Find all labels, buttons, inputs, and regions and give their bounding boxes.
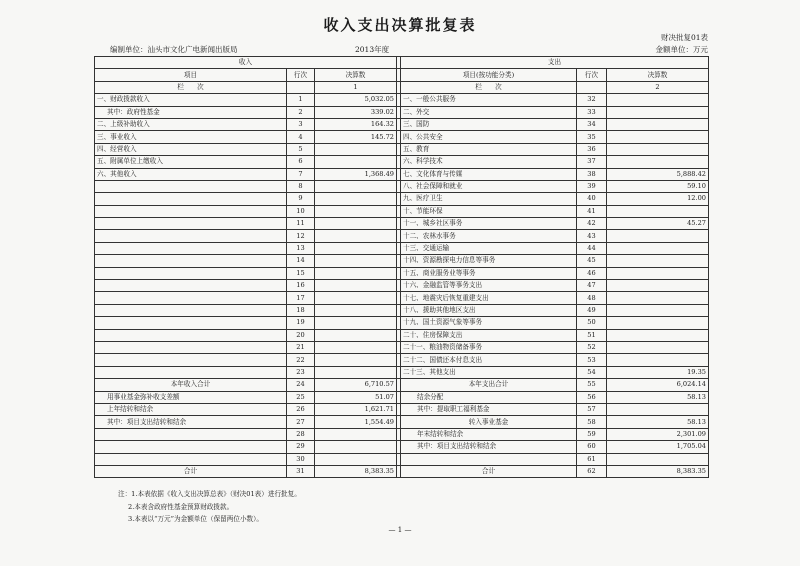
income-item [95, 180, 287, 192]
table-row [95, 230, 709, 242]
income-row-number: 9 [287, 193, 315, 205]
expense-item: 十六、金融监管等事务支出 [401, 280, 577, 292]
expense-row-number: 34 [577, 118, 607, 130]
income-item: 五、附属单位上缴收入 [95, 156, 287, 168]
income-row-number: 31 [287, 465, 315, 477]
expense-amount: 59.10 [607, 180, 709, 192]
income-amount: 1,368.49 [315, 168, 397, 180]
expense-row-number: 32 [577, 94, 607, 106]
income-row-number: 24 [287, 379, 315, 391]
expense-amount: 12.00 [607, 193, 709, 205]
org-name: 编制单位：汕头市文化广电新闻出版局 [110, 45, 238, 54]
expense-item: 转入事业基金 [401, 416, 577, 428]
table-row [95, 94, 709, 106]
expense-header: 支出 [401, 57, 709, 69]
income-amount: 5,032.05 [315, 94, 397, 106]
expense-row-number: 62 [577, 465, 607, 477]
expense-amount [607, 329, 709, 341]
income-item [95, 242, 287, 254]
expense-rowno-header: 行次 [577, 69, 607, 81]
expense-item: 二十二、国债还本付息支出 [401, 354, 577, 366]
expense-item: 十七、地震灾后恢复重建支出 [401, 292, 577, 304]
income-item: 上年结转和结余 [95, 403, 287, 415]
expense-row-number: 35 [577, 131, 607, 143]
expense-row-number: 46 [577, 267, 607, 279]
expense-item: 二十三、其他支出 [401, 366, 577, 378]
income-item: 本年收入合计 [95, 379, 287, 391]
table-row [95, 317, 709, 329]
income-amount [315, 317, 397, 329]
income-item [95, 292, 287, 304]
income-item [95, 453, 287, 465]
income-item [95, 317, 287, 329]
income-row-number: 17 [287, 292, 315, 304]
expense-item: 十八、援助其他地区支出 [401, 304, 577, 316]
income-item [95, 329, 287, 341]
income-row-number: 23 [287, 366, 315, 378]
table-row [95, 391, 709, 403]
expense-item: 十一、城乡社区事务 [401, 218, 577, 230]
income-item: 一、财政拨款收入 [95, 94, 287, 106]
table-row [95, 465, 709, 477]
expense-amount [607, 304, 709, 316]
income-row-number: 4 [287, 131, 315, 143]
income-row-number: 10 [287, 205, 315, 217]
income-amount [315, 193, 397, 205]
expense-item: 十二、农林水事务 [401, 230, 577, 242]
expense-column-label: 栏 次 [401, 81, 577, 93]
expense-amount [607, 230, 709, 242]
income-row-number: 22 [287, 354, 315, 366]
expense-row-number: 47 [577, 280, 607, 292]
income-row-number: 20 [287, 329, 315, 341]
income-amount: 164.32 [315, 118, 397, 130]
table-row [95, 205, 709, 217]
income-amount [315, 156, 397, 168]
income-item [95, 428, 287, 440]
expense-item: 二十、住房保障支出 [401, 329, 577, 341]
income-row-number: 8 [287, 180, 315, 192]
income-row-number: 16 [287, 280, 315, 292]
income-amount [315, 354, 397, 366]
expense-row-number: 56 [577, 391, 607, 403]
income-item [95, 218, 287, 230]
income-amount [315, 255, 397, 267]
income-row-number: 6 [287, 156, 315, 168]
income-item [95, 205, 287, 217]
income-amount: 1,554.49 [315, 416, 397, 428]
expense-item-header: 项目(按功能分类) [401, 69, 577, 81]
income-row-number: 7 [287, 168, 315, 180]
expense-item: 二十一、粮油物资储备事务 [401, 341, 577, 353]
expense-row-number: 53 [577, 354, 607, 366]
expense-row-number: 39 [577, 180, 607, 192]
income-item [95, 280, 287, 292]
income-item: 用事业基金弥补收支差额 [95, 391, 287, 403]
table-row [95, 267, 709, 279]
income-row-number: 19 [287, 317, 315, 329]
income-row-number: 2 [287, 106, 315, 118]
amount-unit: 金额单位：万元 [655, 45, 708, 54]
expense-amount: 1,705.04 [607, 441, 709, 453]
page-title: 收入支出决算批复表 [323, 16, 477, 34]
expense-item: 合计 [401, 465, 577, 477]
income-amount [315, 366, 397, 378]
expense-row-number: 43 [577, 230, 607, 242]
expense-amount: 19.35 [607, 366, 709, 378]
income-amount [315, 143, 397, 155]
income-row-number: 15 [287, 267, 315, 279]
expense-item: 三、国防 [401, 118, 577, 130]
expense-row-number: 51 [577, 329, 607, 341]
expense-item: 其中：提取职工福利基金 [401, 403, 577, 415]
income-item [95, 267, 287, 279]
income-amount [315, 242, 397, 254]
income-row-number: 25 [287, 391, 315, 403]
table-row [95, 304, 709, 316]
expense-item: 结余分配 [401, 391, 577, 403]
income-amount [315, 267, 397, 279]
income-header: 收入 [95, 57, 397, 69]
table-row [95, 428, 709, 440]
income-amount [315, 205, 397, 217]
expense-amount [607, 341, 709, 353]
expense-row-number: 42 [577, 218, 607, 230]
income-amount [315, 304, 397, 316]
expense-item: 八、社会保障和就业 [401, 180, 577, 192]
table-row [95, 453, 709, 465]
table-row [95, 180, 709, 192]
table-row [95, 218, 709, 230]
table-row [95, 118, 709, 130]
expense-amount: 2,301.09 [607, 428, 709, 440]
income-amount [315, 441, 397, 453]
expense-column-number: 2 [607, 81, 709, 93]
expense-row-number: 41 [577, 205, 607, 217]
expense-item: 九、医疗卫生 [401, 193, 577, 205]
expense-amount [607, 354, 709, 366]
table-row [95, 379, 709, 391]
income-item: 四、经营收入 [95, 143, 287, 155]
income-item [95, 230, 287, 242]
table-row [95, 143, 709, 155]
expense-item: 一、一般公共服务 [401, 94, 577, 106]
expense-item: 五、教育 [401, 143, 577, 155]
form-number: 财决批复01表 [660, 33, 708, 42]
expense-row-number: 45 [577, 255, 607, 267]
income-amount [315, 218, 397, 230]
expense-row-number: 58 [577, 416, 607, 428]
expense-item: 十三、交通运输 [401, 242, 577, 254]
expense-item: 十九、国土资源气象等事务 [401, 317, 577, 329]
income-row-number: 28 [287, 428, 315, 440]
expense-amount: 58.13 [607, 416, 709, 428]
expense-amount [607, 143, 709, 155]
income-item [95, 441, 287, 453]
income-column-number: 1 [315, 81, 397, 93]
expense-amount [607, 317, 709, 329]
table-row [95, 168, 709, 180]
income-amount-header: 决算数 [315, 69, 397, 81]
expense-amount [607, 267, 709, 279]
income-row-number: 21 [287, 341, 315, 353]
income-item [95, 255, 287, 267]
income-amount: 8,383.35 [315, 465, 397, 477]
expense-item [401, 453, 577, 465]
expense-amount: 5,888.42 [607, 168, 709, 180]
expense-amount [607, 292, 709, 304]
income-amount [315, 329, 397, 341]
expense-row-number: 44 [577, 242, 607, 254]
table-row [95, 242, 709, 254]
expense-item: 七、文化体育与传媒 [401, 168, 577, 180]
income-item [95, 341, 287, 353]
footnote: 注：1.本表依据《收入支出决算总表》（财决01表）进行批复。 [118, 490, 301, 498]
table-row [95, 255, 709, 267]
expense-row-number: 38 [577, 168, 607, 180]
footnote: 3.本表以“万元”为金额单位（保留两位小数）。 [128, 515, 264, 523]
expense-item: 其中：项目支出结转和结余 [401, 441, 577, 453]
income-row-number: 11 [287, 218, 315, 230]
table-row [95, 292, 709, 304]
expense-amount [607, 156, 709, 168]
income-row-number: 12 [287, 230, 315, 242]
fiscal-year: 2013年度 [355, 45, 390, 54]
footnote: 2.本表含政府性基金预算财政拨款。 [128, 502, 234, 511]
income-item [95, 304, 287, 316]
income-item: 六、其他收入 [95, 168, 287, 180]
table-row [95, 354, 709, 366]
table-row [95, 329, 709, 341]
income-item: 三、事业收入 [95, 131, 287, 143]
income-row-number: 27 [287, 416, 315, 428]
income-amount: 339.02 [315, 106, 397, 118]
income-row-number: 18 [287, 304, 315, 316]
expense-row-number: 48 [577, 292, 607, 304]
table-row [95, 131, 709, 143]
page-number: — 1 — [388, 526, 412, 534]
expense-amount-header: 决算数 [607, 69, 709, 81]
income-item [95, 366, 287, 378]
expense-row-number: 37 [577, 156, 607, 168]
expense-row-number: 57 [577, 403, 607, 415]
income-item [95, 193, 287, 205]
table-row [95, 416, 709, 428]
income-rowno-header: 行次 [287, 69, 315, 81]
expense-row-number: 54 [577, 366, 607, 378]
income-row-number: 3 [287, 118, 315, 130]
income-amount [315, 341, 397, 353]
income-amount [315, 230, 397, 242]
income-row-number: 5 [287, 143, 315, 155]
table-row [95, 341, 709, 353]
expense-item: 四、公共安全 [401, 131, 577, 143]
income-item: 二、上级补助收入 [95, 118, 287, 130]
table-row [95, 403, 709, 415]
income-row-number: 1 [287, 94, 315, 106]
income-item: 其中：项目支出结转和结余 [95, 416, 287, 428]
expense-row-number: 52 [577, 341, 607, 353]
expense-item: 十四、资源勘探电力信息等事务 [401, 255, 577, 267]
income-item: 其中：政府性基金 [95, 106, 287, 118]
income-amount [315, 428, 397, 440]
expense-item: 二、外交 [401, 106, 577, 118]
expense-amount [607, 205, 709, 217]
expense-row-number: 33 [577, 106, 607, 118]
income-amount [315, 453, 397, 465]
expense-row-number: 36 [577, 143, 607, 155]
table-row [95, 441, 709, 453]
income-amount [315, 280, 397, 292]
expense-amount [607, 280, 709, 292]
income-amount [315, 180, 397, 192]
expense-row-number: 60 [577, 441, 607, 453]
income-item-header: 项目 [95, 69, 287, 81]
income-row-number: 14 [287, 255, 315, 267]
income-amount: 1,621.71 [315, 403, 397, 415]
income-amount [315, 292, 397, 304]
expense-item: 六、科学技术 [401, 156, 577, 168]
expense-amount: 58.13 [607, 391, 709, 403]
income-amount: 6,710.57 [315, 379, 397, 391]
expense-row-number: 59 [577, 428, 607, 440]
expense-row-number: 40 [577, 193, 607, 205]
income-amount: 145.72 [315, 131, 397, 143]
table-row [95, 106, 709, 118]
expense-row-number: 55 [577, 379, 607, 391]
footnotes [118, 488, 301, 526]
table-row [95, 156, 709, 168]
expense-amount: 45.27 [607, 218, 709, 230]
expense-row-number: 49 [577, 304, 607, 316]
expense-item: 本年支出合计 [401, 379, 577, 391]
expense-item: 年末结转和结余 [401, 428, 577, 440]
table-row [95, 366, 709, 378]
income-item: 合计 [95, 465, 287, 477]
income-row-number: 26 [287, 403, 315, 415]
expense-amount [607, 94, 709, 106]
expense-item: 十五、商业服务业等事务 [401, 267, 577, 279]
expense-amount [607, 255, 709, 267]
income-row-number: 30 [287, 453, 315, 465]
income-row-number: 29 [287, 441, 315, 453]
table-row [95, 280, 709, 292]
expense-amount [607, 131, 709, 143]
expense-amount [607, 403, 709, 415]
settlement-table [94, 56, 709, 478]
expense-amount: 6,024.14 [607, 379, 709, 391]
expense-amount [607, 242, 709, 254]
expense-amount [607, 118, 709, 130]
table-row [95, 193, 709, 205]
expense-amount [607, 453, 709, 465]
expense-amount: 8,383.35 [607, 465, 709, 477]
income-item [95, 354, 287, 366]
income-row-number: 13 [287, 242, 315, 254]
expense-row-number: 50 [577, 317, 607, 329]
expense-amount [607, 106, 709, 118]
income-column-label: 栏 次 [95, 81, 287, 93]
expense-row-number: 61 [577, 453, 607, 465]
income-amount: 51.07 [315, 391, 397, 403]
expense-item: 十、节能环保 [401, 205, 577, 217]
